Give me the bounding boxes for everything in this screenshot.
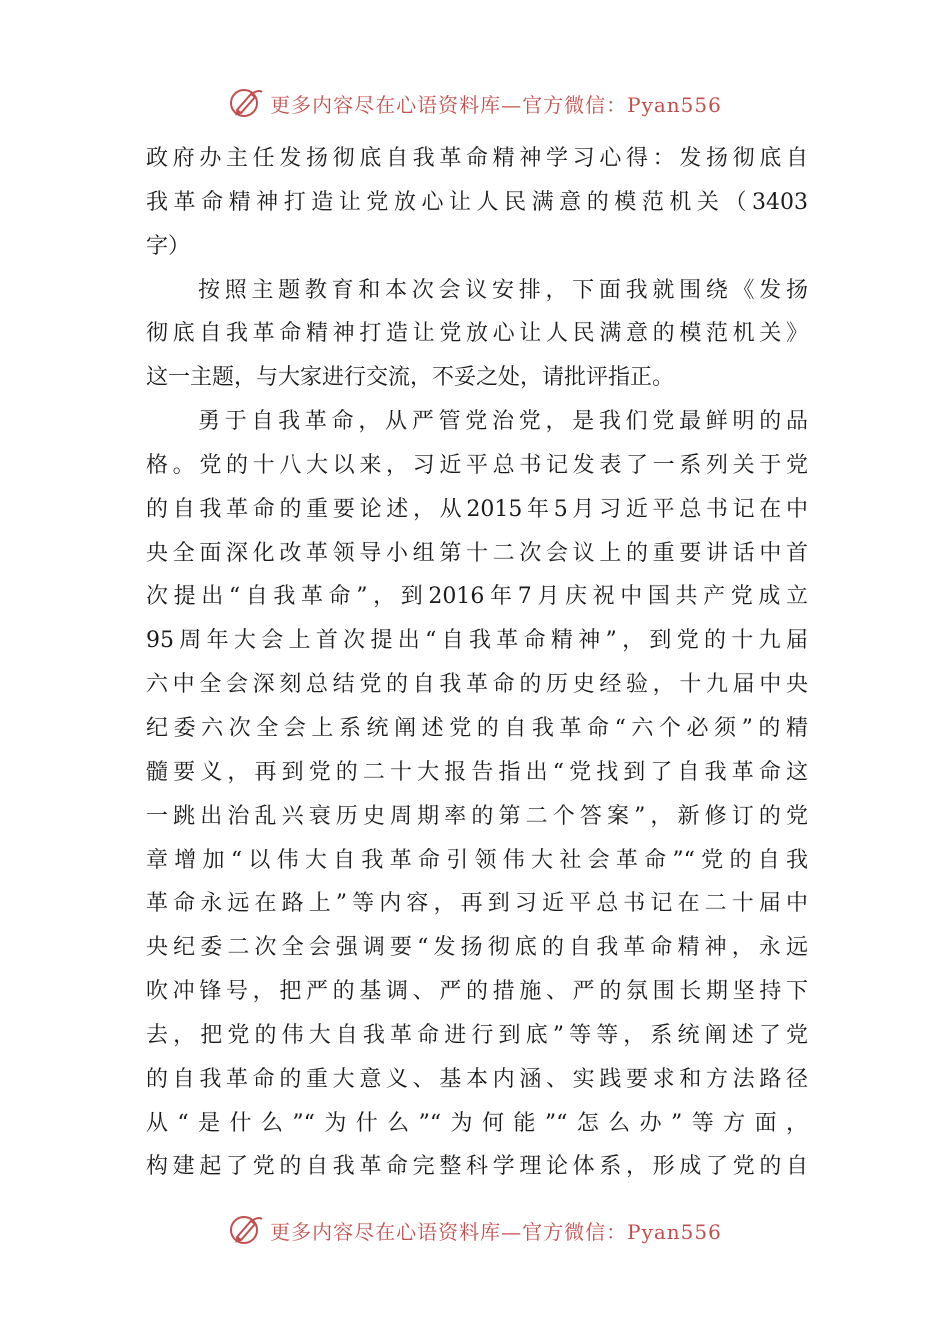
title-line: 字） [146, 233, 191, 259]
paragraph-line: 勇于自我革命，从严管党治党，是我们党最鲜明的品 [198, 409, 808, 435]
paragraph-line: 构建起了党的自我革命完整科学理论体系，形成了党的自 [146, 1154, 808, 1180]
title-line: 政府办主任发扬彻底自我革命精神学习心得：发扬彻底自 [146, 146, 808, 171]
header-banner-text: 更多内容尽在心语资料库—官方微信：Pyan556 [270, 92, 722, 117]
paragraph-line: 格。党的十八大以来，习近平总书记发表了一系列关于党 [146, 452, 808, 478]
document-body [146, 137, 808, 1189]
paragraph-line: 革命永远在路上”等内容，再到习近平总书记在二十届中 [146, 891, 808, 917]
header-banner [0, 83, 950, 123]
paragraph-self-revolution [146, 400, 808, 1189]
paragraph-line: 六中全会深刻总结党的自我革命的历史经验，十九届中央 [146, 672, 808, 698]
paragraph-line: 的自我革命的重大意义、基本内涵、实践要求和方法路径 [146, 1066, 808, 1092]
paragraph-line: 央全面深化改革领导小组第十二次会议上的重要讲话中首 [146, 540, 808, 566]
paragraph-line: 彻底自我革命精神打造让党放心让人民满意的模范机关》 [146, 321, 808, 347]
paragraph-line: 去，把党的伟大自我革命进行到底”等等，系统阐述了党 [146, 1022, 808, 1048]
paragraph-line: 按照主题教育和本次会议安排，下面我就围绕《发扬 [198, 277, 808, 303]
paragraph-line: 95周年大会上首次提出“自我革命精神”，到党的十九届 [146, 628, 808, 654]
title-line: 我革命精神打造让党放心让人民满意的模范机关（3403 [146, 189, 808, 215]
paragraph-line: 这一主题，与大家进行交流，不妥之处，请批评指正。 [146, 365, 675, 391]
footer-banner-text: 更多内容尽在心语资料库—官方微信：Pyan556 [270, 1219, 722, 1244]
paragraph-line: 次提出“自我革命”，到2016年7月庆祝中国共产党成立 [146, 584, 808, 610]
paragraph-line: 央纪委二次全会强调要“发扬彻底的自我革命精神，永远 [146, 935, 808, 961]
document-title [146, 137, 808, 269]
paragraph-line: 纪委六次全会上系统阐述党的自我革命“六个必须”的精 [146, 715, 808, 741]
paragraph-line: 髓要义，再到党的二十大报告指出“党找到了自我革命这 [146, 759, 808, 785]
paragraph-line: 吹冲锋号，把严的基调、严的措施、严的氛围长期坚持下 [146, 979, 808, 1005]
paragraph-intro [146, 269, 808, 401]
pen-logo-icon [228, 1212, 264, 1248]
paragraph-line: 章增加“以伟大自我革命引领伟大社会革命”“党的自我 [146, 847, 808, 873]
paragraph-line: 一跳出治乱兴衰历史周期率的第二个答案”，新修订的党 [146, 803, 808, 829]
footer-banner [0, 1210, 950, 1250]
pen-logo-icon [228, 85, 264, 121]
paragraph-line: 的自我革命的重要论述，从2015年5月习近平总书记在中 [146, 496, 808, 522]
paragraph-line: 从“是什么”“为什么”“为何能”“怎么办”等方面， [146, 1110, 808, 1136]
